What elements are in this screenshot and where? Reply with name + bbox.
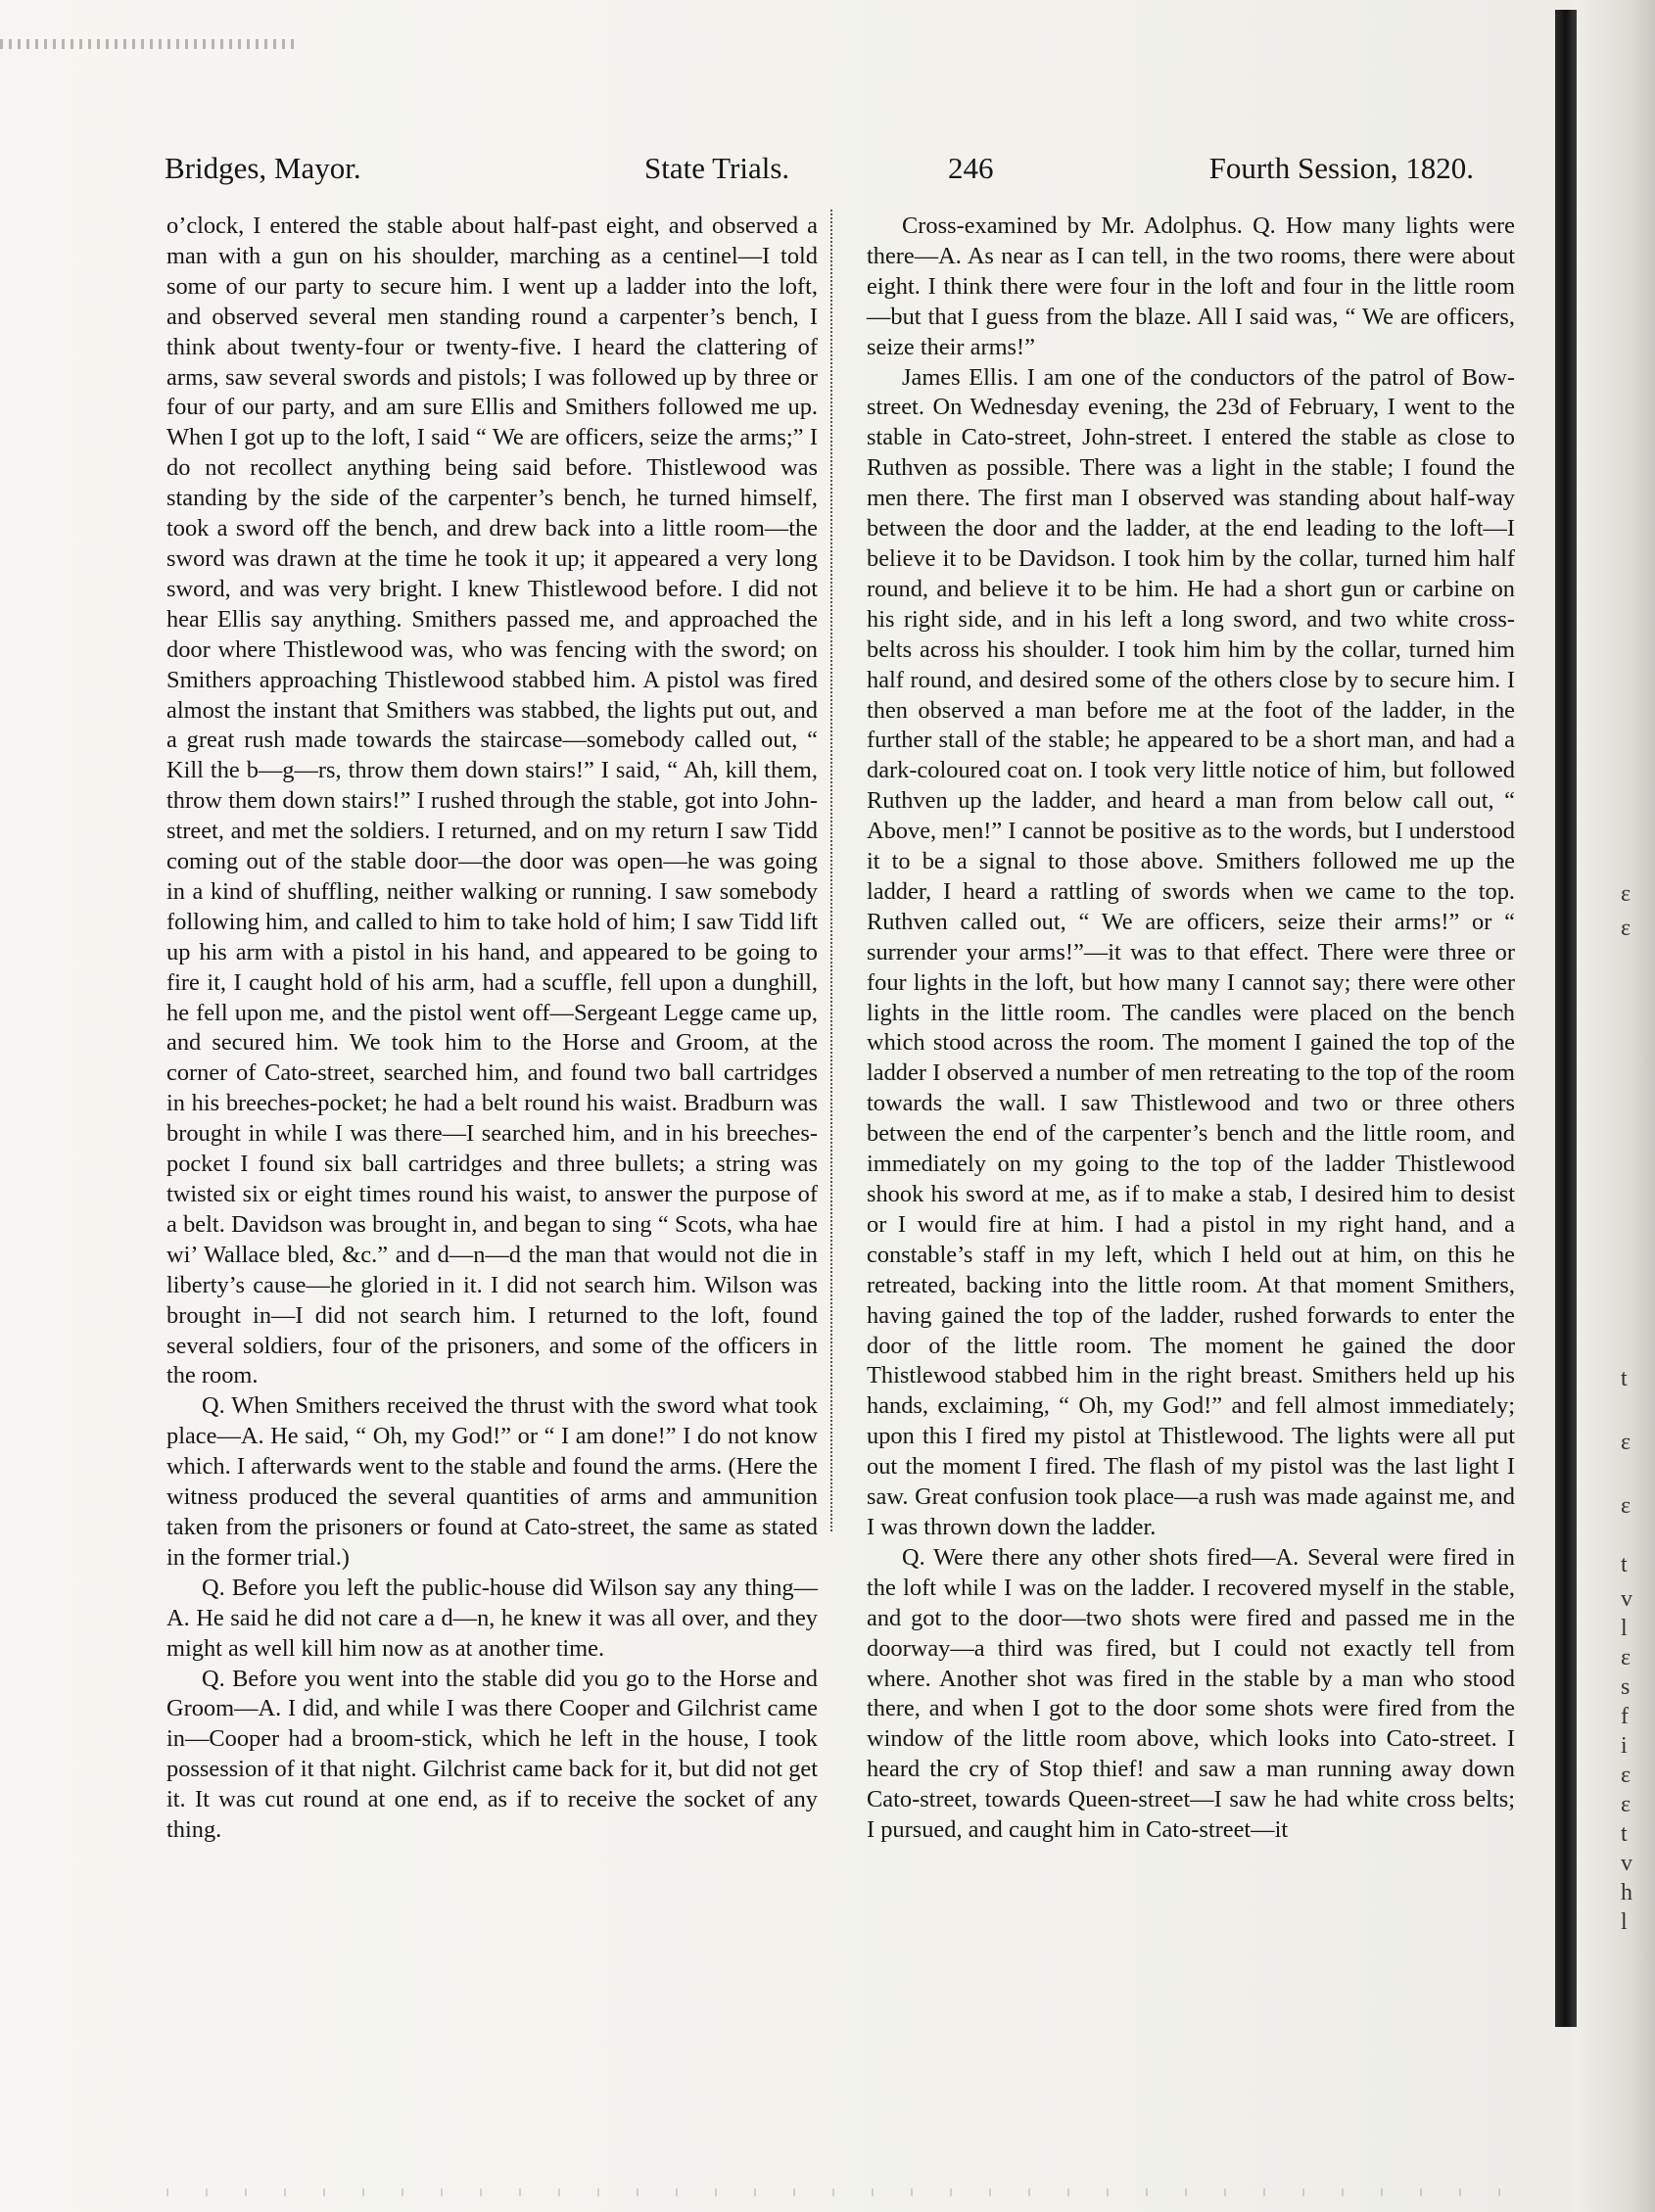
margin-stub: ε [1621, 916, 1631, 941]
scan-artifact [0, 39, 294, 49]
margin-stub: ε [1621, 881, 1631, 907]
margin-stub: t [1621, 1552, 1628, 1577]
margin-stub: i [1621, 1733, 1628, 1759]
margin-stub: ε [1621, 1763, 1631, 1788]
column-divider [830, 210, 832, 1531]
margin-stub: t [1621, 1366, 1628, 1391]
header-left: Bridges, Mayor. [165, 151, 361, 185]
margin-stub: h [1621, 1880, 1632, 1906]
margin-stub: v [1621, 1851, 1632, 1876]
margin-stub: l [1621, 1616, 1628, 1641]
paragraph: Q. Before you left the public-house did Wilson say any thing—A. He said he did not care a d—n, he knew it was all over, and they might as well kill him now as at another time. [166, 1574, 818, 1662]
margin-stub: ε [1621, 1792, 1631, 1817]
margin-stub: ε [1621, 1493, 1631, 1519]
left-column [166, 212, 818, 1846]
margin-stub: f [1621, 1704, 1629, 1729]
margin-stub: t [1621, 1821, 1628, 1847]
running-header [165, 151, 1474, 198]
header-right: Fourth Session, 1820. [1208, 151, 1474, 185]
binding-shadow [1555, 10, 1577, 2027]
right-column [867, 212, 1515, 1846]
margin-stub: s [1621, 1674, 1631, 1700]
page-number: 246 [948, 151, 994, 185]
paragraph: Cross-examined by Mr. Adolphus. Q. How many lights were there—A. As near as I can tell, in the two rooms, there were about eight. I think there were four in the loft and four in the little room—but that I guess from the blaze. All I said was, “ We are officers, seize their arms!” [867, 212, 1515, 360]
paragraph: Q. Before you went into the stable did you go to the Horse and Groom—A. I did, and while I was there Cooper and Gilchrist came in—Cooper had a broom-stick, which he left in the house, I took possession of it that night. Gilchrist came back for it, but did not get it. It was cut round at one end, as if to receive the socket of any thing. [166, 1665, 818, 1844]
paragraph: Q. Were there any other shots fired—A. Several were fired in the loft while I was on the ladder. I recovered myself in the stable, and got to the door—two shots were fired and passed me in the doorway—a third was fired, but I could not exactly tell from where. Another shot was fired in the stable by a man who stood there, and when I got to the door some shots were fired from the window of the little room above, which looks into Cato-street. I heard the cry of Stop thief! and saw a man running away down Cato-street, towards Queen-street—I saw he had white cross belts; I pursued, and caught him in Cato-street—it [867, 1543, 1515, 1844]
margin-stub: v [1621, 1586, 1632, 1612]
scan-artifact [166, 2188, 1518, 2196]
paragraph: James Ellis. I am one of the conductors of the patrol of Bow-street. On Wednesday evening, the 23d of February, I went to the stable in Cato-street, John-street. I entered the stable as close to Ruthven as possible. There was a light in the stable; I found the men there. The first man I observed was standing about half-way between the door and the ladder, at the end leading to the loft—I believe it to be Davidson. I took him by the collar, turned him half round, and believe it to be him. He had a short gun or carbine on his right side, and in his left a long sword, and two white cross-belts across his shoulder. I took him him by the collar, turned him half round, and desired some of the others close by to secure him. I then observed a man before me at the foot of the ladder, in the further stall of the stable; he appeared to be a short man, and had a dark-coloured coat on. I took very little notice of him, but followed Ruthven up the ladder, and heard a man from below call out, “ Above, men!” I cannot be positive as to the words, but I understood it to be a signal to those above. Smithers followed me up the ladder, I heard a rattling of swords when we came to the top. Ruthven called out, “ We are officers, seize their arms!” or “ surrender your arms!”—it was to that effect. There were three or four lights in the loft, but how many I cannot say; there were other lights in the little room. The candles were placed on the bench which stood across the room. The moment I gained the top of the ladder I observed a number of men retreating to the top of the room towards the wall. I saw Thistlewood and two or three others between the end of the carpenter’s bench and the little room, and immediately on my going to the top of the ladder Thistlewood shook his sword at me, as if to make a stab, I desired him to desist or I would fire at him. I had a pistol in my right hand, and a constable’s staff in my left, which I held out at him, on this he retreated, backing into the little room. At that moment Smithers, having gained the top of the ladder, rushed forwards to enter the door of the little room. The moment he gained the door Thistlewood stabbed him in the right breast. Smithers held up his hands, exclaiming, “ Oh, my God!” and fell almost immediately; upon this I fired my pistol at Thistlewood. The lights were all put out the moment I fired. The flash of my pistol was the last light I saw. Great confusion took place—a rush was made against me, and I was thrown down the ladder. [867, 363, 1515, 1540]
header-middle: State Trials. [644, 151, 790, 185]
book-edge [1572, 0, 1655, 2212]
margin-stub: l [1621, 1909, 1628, 1935]
margin-stub: ε [1621, 1645, 1631, 1671]
paragraph: Q. When Smithers received the thrust with the sword what took place—A. He said, “ Oh, my God!” or “ I am done!” I do not know which. I afterwards went to the stable and found the arms. (Here the witness produced the several quantities of arms and ammunition taken from the prisoners or found at Cato-street, the same as stated in the former trial.) [166, 1392, 818, 1571]
margin-stub: ε [1621, 1430, 1631, 1455]
paragraph: o’clock, I entered the stable about half-past eight, and observed a man with a gun on his shoulder, marching as a centinel—I told some of our party to secure him. I went up a ladder into the loft, and observed several men standing round a carpenter’s bench, I think about twenty-four or twenty-five. I heard the clattering of arms, saw several swords and pistols; I was followed up by three or four of our party, and am sure Ellis and Smithers followed me up. When I got up to the loft, I said “ We are officers, seize the arms;” I do not recollect anything being said before. Thistlewood was standing by the side of the carpenter’s bench, he turned himself, took a sword off the bench, and drew back into a little room—the sword was drawn at the time he took it up; it appeared a very long sword, and was very bright. I knew Thistlewood before. I did not hear Ellis say anything. Smithers passed me, and approached the door where Thistlewood was, who was fencing with the sword; on Smithers approaching Thistlewood stabbed him. A pistol was fired almost the instant that Smithers was stabbed, the lights put out, and a great rush made towards the staircase—somebody called out, “ Kill the b—g—rs, throw them down stairs!” I said, “ Ah, kill them, throw them down stairs!” I rushed through the stable, got into John-street, and met the soldiers. I returned, and on my return I saw Tidd coming out of the stable door—the door was open—he was going in a kind of shuffling, neither walking or running. I saw somebody following him, and called to him to take hold of him; I saw Tidd lift up his arm with a pistol in his hand, and appeared to be going to fire it, I caught hold of his arm, had a scuffle, fell upon a dunghill, he fell upon me, and the pistol went off—Sergeant Legge came up, and secured him. We took him to the Horse and Groom, at the corner of Cato-street, searched him, and found two ball cartridges in his breeches-pocket; he had a belt round his waist. Bradburn was brought in while I was there—I searched him, and in his breeches-pocket I found six ball cartridges and three bullets; a string was twisted six or eight times round his waist, to answer the purpose of a belt. Davidson was brought in, and began to sing “ Scots, wha hae wi’ Wallace bled, &c.” and d—n—d the man that would not die in liberty’s cause—he gloried in it. I did not search him. Wilson was brought in—I did not search him. I returned to the loft, found several soldiers, four of the prisoners, and some of the officers in the room. [166, 212, 818, 1389]
